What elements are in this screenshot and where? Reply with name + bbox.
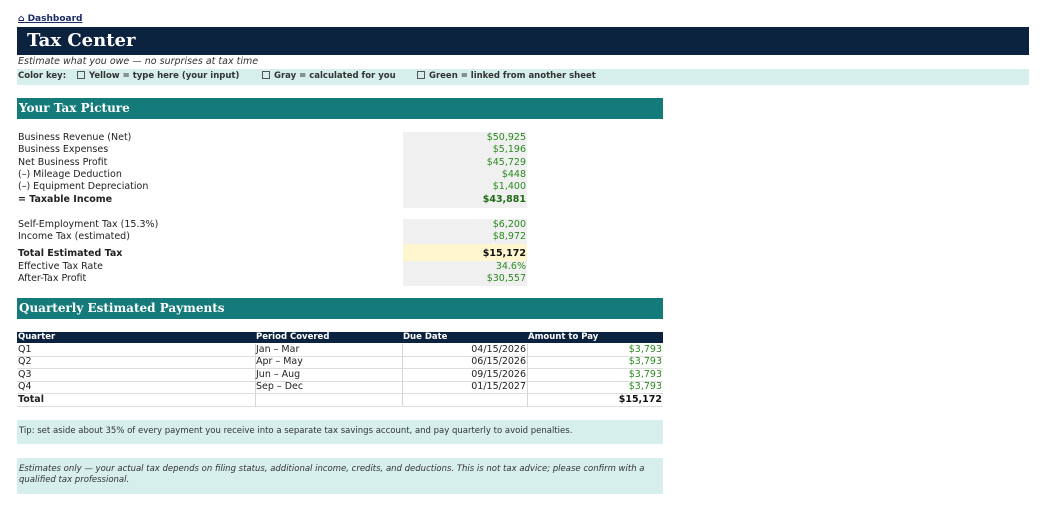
color-key-yellow: Yellow = type here (your input): [77, 71, 239, 81]
section-title: Your Tax Picture: [19, 101, 130, 115]
column-header-amount: Amount to Pay: [528, 332, 599, 342]
period-cell: Jun – Aug: [256, 369, 301, 380]
disclaimer-box: [17, 458, 663, 494]
color-key-green: Green = linked from another sheet: [417, 71, 596, 81]
row-label-total-estimated-tax: Total Estimated Tax: [18, 248, 123, 259]
quarter-cell: Q2: [18, 356, 32, 367]
square-icon: [417, 71, 425, 79]
due-date-cell: 04/15/2026: [471, 344, 526, 355]
amount-cell: $3,793: [628, 369, 662, 380]
color-key-gray: Gray = calculated for you: [262, 71, 396, 81]
amount-cell: $3,793: [628, 381, 662, 392]
period-cell: Apr – May: [256, 356, 303, 367]
table-row: [17, 381, 663, 394]
quarterly-section-header: [17, 298, 663, 319]
row-label-taxable-income: = Taxable Income: [18, 194, 113, 205]
page-title: Tax Center: [27, 30, 136, 51]
page-subtitle: Estimate what you owe — no surprises at tax time: [18, 56, 259, 67]
value-business-revenue: $50,925: [486, 132, 526, 143]
row-label-after-tax-profit: After-Tax Profit: [18, 273, 87, 284]
value-equipment-depreciation: $1,400: [492, 181, 526, 192]
square-icon: [77, 71, 85, 79]
value-self-employment-tax: $6,200: [492, 219, 526, 230]
value-income-tax: $8,972: [492, 231, 526, 242]
value-total-estimated-tax[interactable]: $15,172: [482, 248, 526, 259]
total-amount: $15,172: [618, 394, 662, 405]
row-label-effective-tax-rate: Effective Tax Rate: [18, 261, 103, 272]
row-label-self-employment-tax: Self-Employment Tax (15.3%): [18, 219, 159, 230]
tip-box: [17, 420, 663, 444]
value-net-business-profit: $45,729: [486, 157, 526, 168]
table-row: [17, 356, 663, 369]
row-label-business-expenses: Business Expenses: [18, 144, 109, 155]
due-date-cell: 06/15/2026: [471, 356, 526, 367]
row-label-net-business-profit: Net Business Profit: [18, 157, 108, 168]
title-bar: [17, 27, 1029, 55]
tip-text: Tip: set aside about 35% of every payment you receive into a separate tax savings account, and pay quarterly to avoid penalties.: [19, 426, 573, 436]
column-header-period: Period Covered: [256, 332, 330, 342]
row-label-business-revenue: Business Revenue (Net): [18, 132, 132, 143]
value-mileage-deduction: $448: [501, 169, 526, 180]
disclaimer-text: Estimates only — your actual tax depends on filing status, additional income, credits, and deductions. This is not tax advice; please confirm with a qualified tax professional.: [19, 464, 645, 485]
value-after-tax-profit: $30,557: [486, 273, 526, 284]
row-label-equipment-depreciation: (–) Equipment Depreciation: [18, 181, 149, 192]
color-key-label: Color key:: [18, 71, 67, 81]
table-total-row: [17, 394, 663, 407]
tax-picture-section-header: [17, 98, 663, 119]
value-taxable-income: $43,881: [482, 194, 526, 205]
period-cell: Sep – Dec: [256, 381, 304, 392]
column-header-due-date: Due Date: [403, 332, 448, 342]
row-label-income-tax: Income Tax (estimated): [18, 231, 130, 242]
total-label: Total: [18, 394, 44, 405]
dashboard-link[interactable]: ⌂ Dashboard: [18, 14, 83, 24]
amount-cell: $3,793: [628, 356, 662, 367]
quarter-cell: Q1: [18, 344, 32, 355]
square-icon: [262, 71, 270, 79]
value-business-expenses: $5,196: [492, 144, 526, 155]
quarter-cell: Q3: [18, 369, 32, 380]
row-label-mileage-deduction: (–) Mileage Deduction: [18, 169, 122, 180]
quarterly-table-header: [17, 332, 663, 343]
column-header-quarter: Quarter: [18, 332, 56, 342]
due-date-cell: 09/15/2026: [471, 369, 526, 380]
section-title: Quarterly Estimated Payments: [19, 301, 225, 315]
value-effective-tax-rate: 34.6%: [495, 261, 526, 272]
period-cell: Jan – Mar: [256, 344, 300, 355]
amount-cell: $3,793: [628, 344, 662, 355]
color-key-bar: [17, 69, 1029, 85]
quarter-cell: Q4: [18, 381, 32, 392]
due-date-cell: 01/15/2027: [471, 381, 526, 392]
